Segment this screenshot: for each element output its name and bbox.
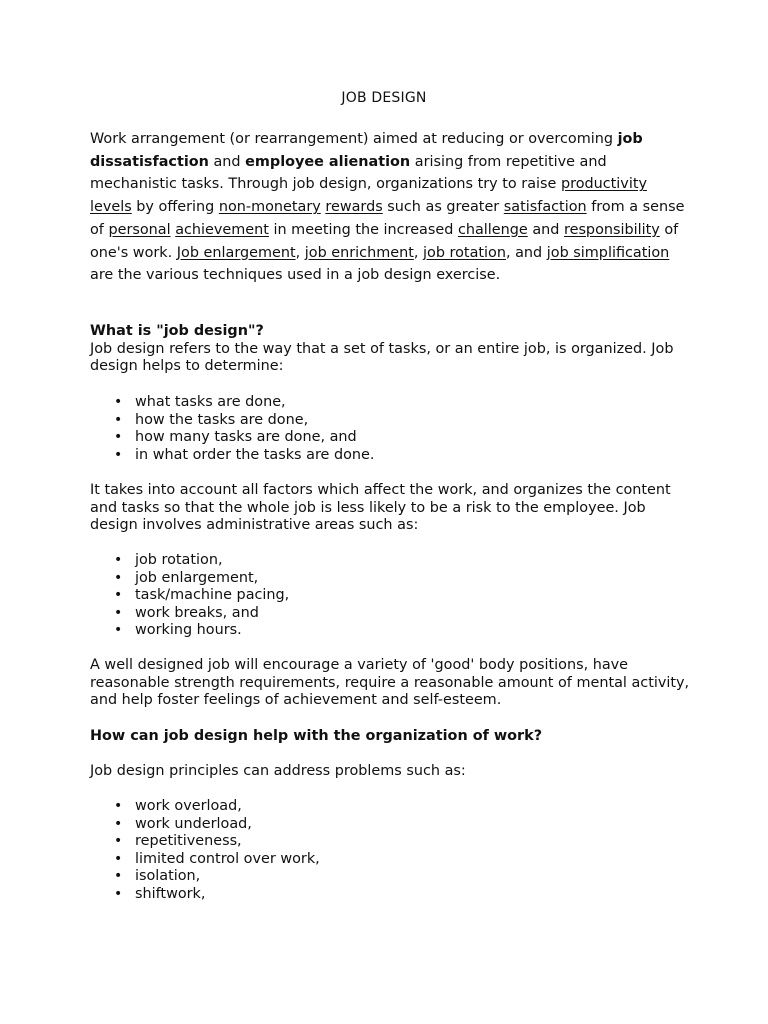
- intro-text: such as greater: [382, 199, 504, 216]
- bullet-icon: •: [114, 569, 123, 586]
- list-item: • working hours.: [114, 622, 242, 638]
- link-responsibility[interactable]: responsibility: [563, 221, 660, 238]
- list-item: • work underload,: [114, 815, 252, 832]
- bullet-icon: •: [114, 446, 123, 463]
- term-job-dissatisfaction: job dissatisfaction: [90, 131, 643, 170]
- term-employee-alienation: employee alienation: [245, 153, 411, 170]
- list-item: • work breaks, and: [114, 604, 259, 621]
- bullet-icon: •: [114, 394, 123, 410]
- paragraph: Job design principles can address problems such as:: [90, 763, 466, 779]
- link-job-enrichment[interactable]: job enrichment: [304, 244, 414, 261]
- link-rewards[interactable]: rewards: [325, 199, 383, 216]
- bullet-icon: •: [114, 850, 123, 867]
- intro-text: and: [527, 221, 564, 238]
- list-item: • repetitiveness,: [114, 833, 242, 849]
- link-job-simplification[interactable]: job simplification: [546, 244, 670, 261]
- intro-text: are the various techniques used in a job design exercise.: [90, 267, 501, 284]
- list-item: • task/machine pacing,: [114, 587, 290, 603]
- list-item: • job enlargement,: [114, 569, 259, 586]
- bullet-icon: •: [114, 552, 123, 568]
- section-organization-of-work: [90, 728, 690, 746]
- bullet-icon: •: [114, 587, 123, 603]
- paragraph-factors: [90, 482, 690, 535]
- intro-text: , and: [505, 244, 547, 261]
- bullet-icon: •: [114, 885, 123, 902]
- section-heading: How can job design help with the organization of work?: [90, 728, 543, 744]
- bullet-icon: •: [114, 604, 123, 621]
- link-productivity-levels[interactable]: productivity levels: [90, 176, 647, 216]
- list-item: • how the tasks are done,: [114, 411, 309, 428]
- section-heading: What is "job design"?: [90, 323, 264, 339]
- list-item: • in what order the tasks are done.: [114, 446, 375, 463]
- link-job-enlargement[interactable]: Job enlargement: [176, 244, 296, 261]
- document-title: JOB DESIGN: [341, 90, 427, 106]
- bullet-icon: •: [114, 411, 123, 428]
- paragraph-principles: [90, 763, 690, 781]
- paragraph: Job design refers to the way that a set of tasks, or an entire job, is organized. Job design helps to determine:: [90, 340, 674, 374]
- bullet-icon: •: [114, 833, 123, 849]
- paragraph: A well designed job will encourage a variety of 'good' body positions, have reasonable strength requirements, require a reasonable amount of mental activity, and help foster feelings of achievement and self-esteem.: [90, 657, 690, 708]
- list-item: • how many tasks are done, and: [114, 429, 357, 445]
- section-what-is-job-design: [90, 323, 690, 376]
- paragraph: It takes into account all factors which affect the work, and organizes the content and tasks so that the whole job is less likely to be a risk to the employee. Job design involves administrative areas such as:: [90, 482, 671, 533]
- bullet-icon: •: [114, 429, 123, 445]
- intro-text: arising from repetitive and mechanistic tasks. Through job design, organizations try to raise: [90, 153, 607, 193]
- intro-text: Work arrangement (or rearrangement) aimed at reducing or overcoming: [90, 131, 618, 147]
- link-job-rotation[interactable]: job rotation: [423, 244, 506, 261]
- intro-text: and: [208, 153, 246, 170]
- list-item: • job rotation,: [114, 552, 223, 568]
- bullet-list-determine: [90, 394, 690, 464]
- list-item: • shiftwork,: [114, 885, 206, 902]
- intro-text: of one's work.: [90, 221, 679, 261]
- paragraph-well-designed: [90, 657, 690, 710]
- bullet-icon: •: [114, 815, 123, 832]
- link-non-monetary[interactable]: non-monetary: [218, 199, 321, 216]
- link-achievement[interactable]: achievement: [175, 221, 269, 238]
- list-item: • isolation,: [114, 868, 201, 884]
- list-item: • work overload,: [114, 798, 242, 814]
- list-item: • what tasks are done,: [114, 394, 286, 410]
- intro-text: from a sense of: [90, 199, 685, 238]
- link-satisfaction[interactable]: satisfaction: [503, 199, 587, 216]
- link-challenge[interactable]: challenge: [457, 221, 528, 238]
- bullet-icon: •: [114, 798, 123, 814]
- bullet-list-problems: [90, 798, 690, 903]
- intro-text: by offering: [131, 199, 219, 216]
- list-item: • limited control over work,: [114, 850, 320, 867]
- bullet-icon: •: [114, 622, 123, 638]
- intro-text: ,: [295, 244, 305, 261]
- intro-paragraph: [90, 128, 690, 287]
- intro-text: in meeting the increased: [268, 221, 458, 238]
- intro-text: ,: [413, 244, 424, 261]
- bullet-list-administrative: [90, 552, 690, 640]
- link-personal[interactable]: personal: [108, 221, 171, 238]
- bullet-icon: •: [114, 868, 123, 884]
